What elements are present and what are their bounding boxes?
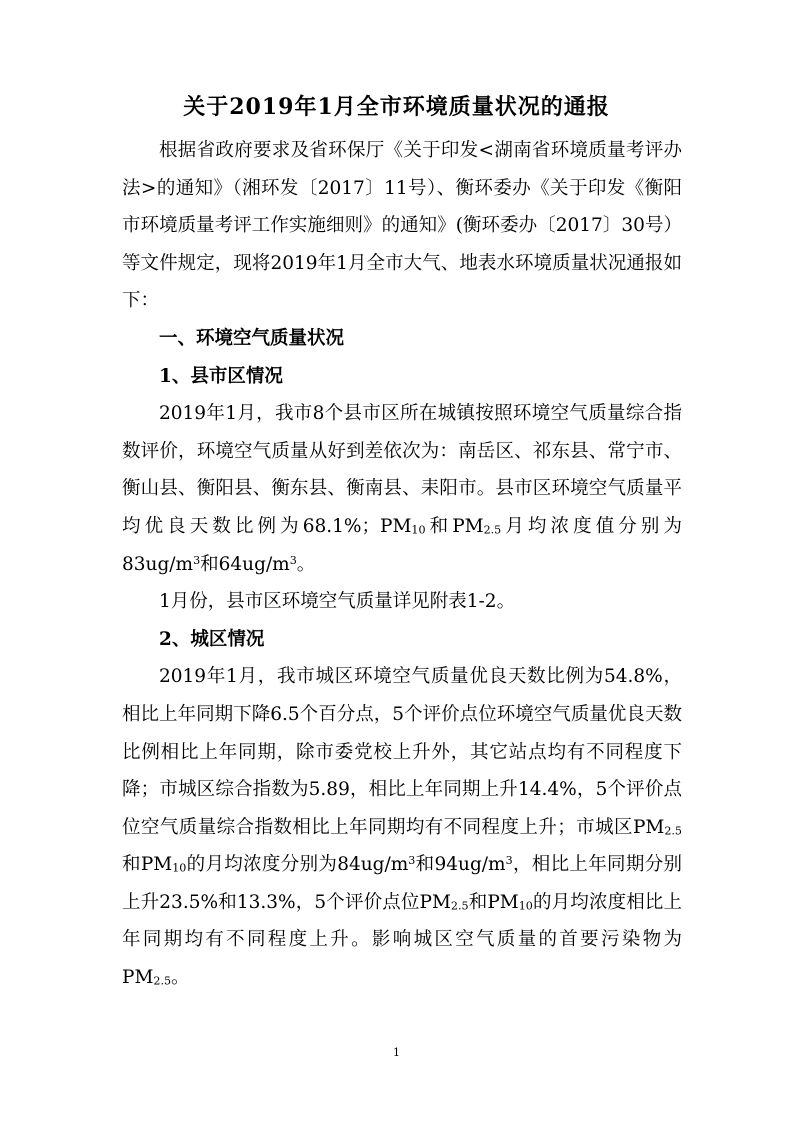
section-heading-air-quality: 一、环境空气质量状况 xyxy=(159,327,345,349)
counties-paragraph: 2019年1月，我市8个县市区所在城镇按照环境空气质量综合指数评价，环境空气质量从好到差依次为：南岳区、祁东县、常宁市、衡山县、衡阳县、衡东县、衡南县、耒阳市。县市区环境空气质量平均优良天数比例为68.1%；$PM_{10}$和$PM_{2.5}$月均浓度值分别为$83ug/m^3$和$64ug/m^3$。 xyxy=(122,403,682,575)
document-title: 关于2019年1月全市环境质量状况的通报 xyxy=(183,94,610,120)
page-number: 1 xyxy=(393,1046,400,1059)
subsection-heading-urban: 2、城区情况 xyxy=(159,628,265,650)
intro-paragraph: 根据省政府要求及省环保厅《关于印发<湖南省环境质量考评办法>的通知》（湘环发〔2017〕11号）、衡环委办《关于印发《衡阳市环境质量考评工作实施细则》的通知》(衡环委办〔2017〕30号）等文件规定，现将2019年1月全市大气、地表水环境质量状况通报如下： xyxy=(122,140,682,312)
counties-appendix-note: 1月份，县市区环境空气质量详见附表1-2。 xyxy=(159,591,516,613)
subsection-heading-counties: 1、县市区情况 xyxy=(159,365,283,387)
urban-paragraph: 2019年1月，我市城区环境空气质量优良天数比例为54.8%，相比上年同期下降6.5个百分点，5个评价点位环境空气质量优良天数比例相比上年同期，除市委党校上升外，其它站点均有不同程度下降；市城区综合指数为5.89，相比上年同期上升14.4%，5个评价点位空气质量综合指数相比上年同期均有不同程度上升；市城区$PM_{2.5}$和$PM_{10}$的月均浓度分别为$84ug/m^3$和$94ug/m^3$，相比上年同期分别上升23.5%和13.3%，5个评价点位$PM_{2.5}$和$PM_{10}$的月均浓度相比上年同期均有不同程度上升。影响城区空气质量的首要污染物为$PM_{2.5}$。 xyxy=(122,666,683,989)
document-body xyxy=(122,132,682,997)
